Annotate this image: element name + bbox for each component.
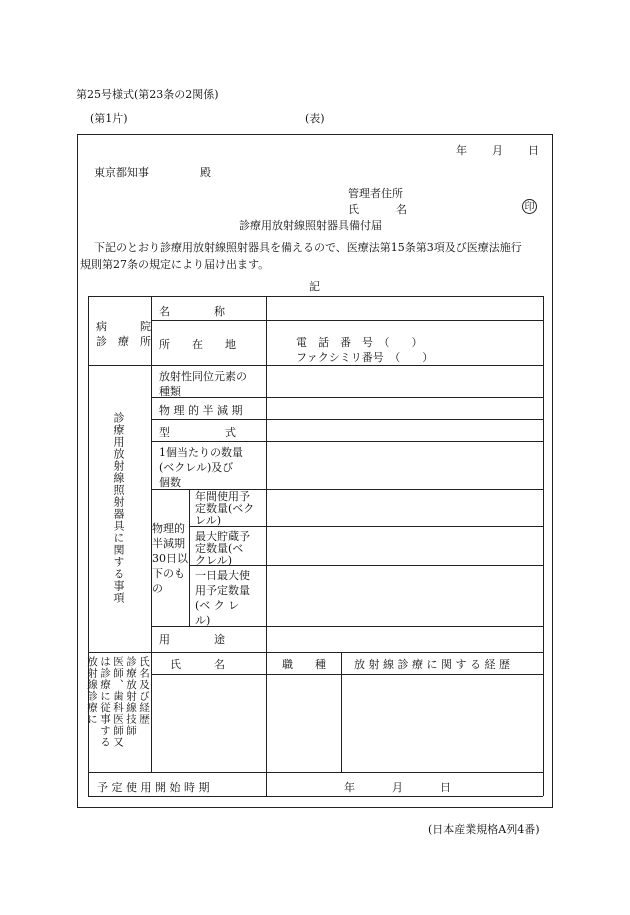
form-number: 第25号様式(第23条の2関係): [76, 88, 219, 101]
side-label: (表): [305, 112, 325, 125]
staff-label-col-1: 氏名及び経歴: [138, 656, 150, 725]
staff-label-col-2: 診療放射線技師: [125, 656, 137, 737]
applicant-name-label-1: 氏: [348, 203, 359, 216]
daily-max-label-3: (ベ ク レ: [195, 599, 240, 612]
ki-label: 記: [309, 280, 320, 293]
model-label: 型 式: [159, 426, 236, 439]
hospital-label-1: 病 院: [96, 320, 151, 333]
applicant-name-label-2: 名: [396, 203, 407, 216]
start-date-label: 予 定 使 用 開 始 時 期: [97, 781, 210, 794]
seal-mark: 印: [522, 199, 537, 214]
short-halflife-label-3: 30日以: [152, 552, 188, 565]
staff-col-1: [151, 652, 152, 772]
annual-use-label-3: レル): [195, 514, 222, 527]
col-divider-1: [151, 296, 152, 653]
max-storage-label-2: 定数量(ベ: [195, 542, 244, 555]
applicant-address-label: 管理者住所: [348, 187, 403, 200]
staff-name-header: 氏 名: [170, 658, 225, 671]
addressee-honorific: 殿: [200, 166, 211, 179]
document-title: 診療用放射線照射器具備付届: [239, 219, 382, 232]
row-max-storage: [189, 565, 543, 566]
start-date-year: 年: [344, 781, 355, 794]
table-top: [88, 296, 543, 297]
date-month: 月: [492, 144, 503, 157]
quantity-label-3: 個数: [159, 476, 181, 489]
row-isotope: [151, 397, 543, 398]
annual-use-label-1: 年間使用予: [195, 490, 250, 503]
quantity-label-2: (ベクレル)及び: [159, 461, 234, 474]
staff-experience-header: 放 射 線 診 療 に 関 す る 経 歴: [354, 658, 510, 671]
hospital-label-2: 診 療 所: [96, 335, 151, 348]
daily-max-label-4: ル): [195, 614, 211, 627]
short-halflife-label-2: 半減期: [152, 537, 185, 550]
row-start-date: [88, 772, 543, 773]
row-annual: [189, 526, 543, 527]
max-storage-label-1: 最大貯蔵予: [195, 530, 250, 543]
body-line-2: 規則第27条の規定により届け出ます。: [80, 258, 270, 271]
daily-max-label-2: 用予定数量: [195, 584, 250, 597]
row-purpose: [88, 652, 543, 653]
col-divider-2: [266, 296, 267, 653]
device-section-label: 診療用放射線照射器具に関する事項: [112, 412, 125, 604]
row-hospital-end: [88, 365, 543, 366]
table-right: [543, 296, 544, 796]
max-storage-label-3: クレル): [195, 554, 233, 567]
staff-label-col-3: 医師、歯科医師又: [112, 656, 124, 748]
halflife-label: 物 理 的 半 減 期: [159, 404, 243, 417]
hospital-fax-label: ファクシミリ番号 （ ）: [296, 351, 434, 364]
purpose-label: 用 途: [159, 633, 225, 646]
addressee-name: 東京都知事: [94, 166, 149, 179]
hospital-name-label: 名 称: [159, 305, 225, 318]
quantity-label-1: 1個当たりの数量: [159, 446, 243, 459]
start-date-day: 日: [440, 781, 451, 794]
staff-col-3: [341, 652, 342, 772]
isotope-label-2: 種類: [159, 385, 181, 398]
sub-col-divider: [189, 489, 190, 626]
date-year: 年: [456, 144, 467, 157]
start-date-month: 月: [392, 781, 403, 794]
sheet-label: (第1片): [90, 112, 128, 125]
daily-max-label-1: 一日最大使: [195, 569, 250, 582]
paper-size-note: (日本産業規格A列4番): [428, 823, 540, 836]
short-halflife-label-4: 下のも: [152, 567, 185, 580]
row-halflife: [151, 419, 543, 420]
row-name: [151, 320, 543, 321]
staff-header-row: [151, 674, 543, 675]
staff-label-col-5: 放射線診療に: [86, 656, 98, 725]
staff-job-header: 職 種: [282, 658, 326, 671]
body-line-1: 下記のとおり診療用放射線照射器具を備えるので、医療法第15条第3項及び医療法施行: [94, 241, 522, 254]
staff-label-col-4: は診療に従事する: [99, 656, 111, 748]
table-bottom: [88, 796, 543, 797]
annual-use-label-2: 定数量(ベク: [195, 502, 255, 515]
hospital-location-label: 所 在 地: [159, 338, 236, 351]
hospital-phone-label: 電 話 番 号 （ ）: [296, 336, 423, 349]
row-model: [151, 441, 543, 442]
short-halflife-label-5: の: [152, 582, 163, 595]
isotope-label-1: 放射性同位元素の: [159, 370, 247, 383]
short-halflife-label-1: 物理的: [152, 522, 185, 535]
date-day: 日: [528, 144, 539, 157]
